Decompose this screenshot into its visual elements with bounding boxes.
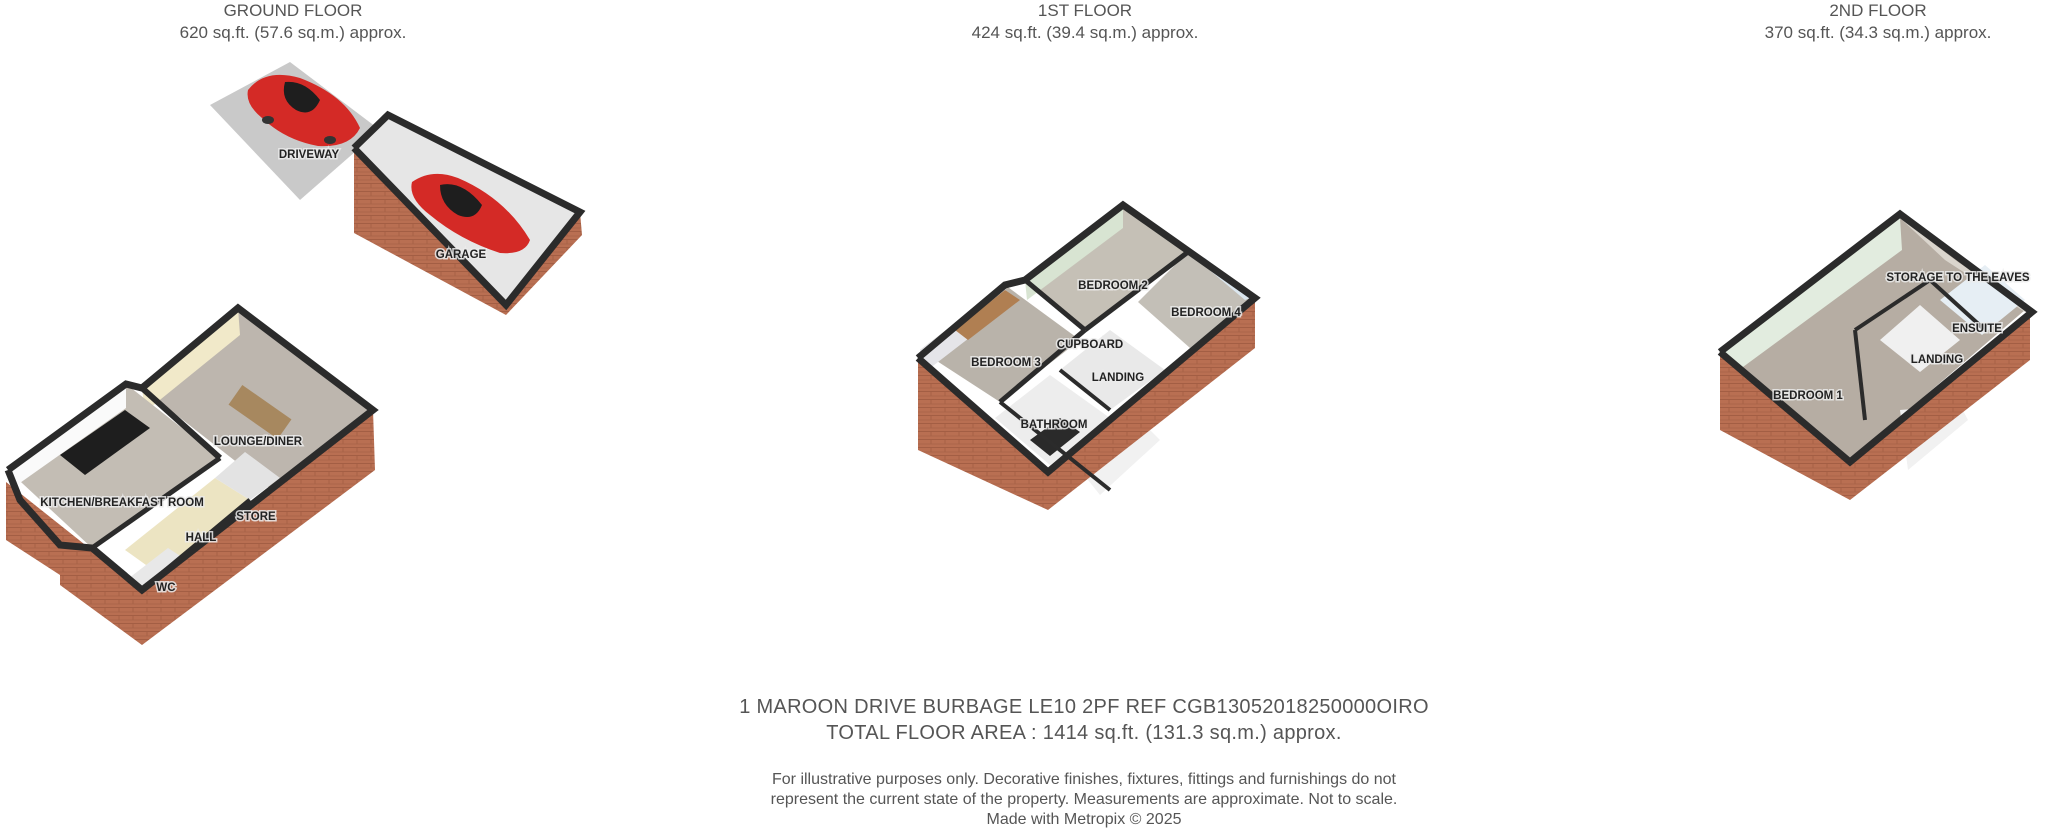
property-address: 1 MAROON DRIVE BURBAGE LE10 2PF REF CGB13052018250000OIRO (739, 696, 1429, 718)
total-floor-area: TOTAL FLOOR AREA : 1414 sq.ft. (131.3 sq.m.) approx. (826, 722, 1342, 744)
second-floor-title: 2ND FLOOR (1829, 1, 1927, 20)
label-landing-1f: LANDING (1091, 372, 1145, 384)
first-floor-plan (918, 205, 1255, 510)
disclaimer-line-3: Made with Metropix © 2025 (986, 811, 1182, 828)
label-bathroom: BATHROOM (1020, 419, 1088, 431)
ground-floor-title: GROUND FLOOR (223, 1, 363, 20)
second-floor-area: 370 sq.ft. (34.3 sq.m.) approx. (1764, 23, 1992, 42)
disclaimer-line-2: represent the current state of the property. Measurements are approximate. Not to scale. (770, 791, 1398, 808)
label-store: STORE (236, 511, 276, 523)
label-hall: HALL (185, 532, 217, 544)
ground-floor-plan (6, 62, 582, 645)
second-floor-plan (1720, 214, 2032, 500)
ground-floor-area: 620 sq.ft. (57.6 sq.m.) approx. (179, 23, 407, 42)
property-footer (624, 694, 1544, 746)
label-bedroom-1: BEDROOM 1 (1773, 390, 1843, 402)
label-garage: GARAGE (435, 249, 487, 261)
label-wc: WC (156, 582, 176, 594)
label-driveway: DRIVEWAY (278, 149, 340, 161)
label-kitchen: KITCHEN/BREAKFAST ROOM (40, 497, 204, 509)
label-cupboard: CUPBOARD (1056, 339, 1124, 351)
label-bedroom-3: BEDROOM 3 (971, 357, 1041, 369)
first-floor-area: 424 sq.ft. (39.4 sq.m.) approx. (971, 23, 1199, 42)
label-storage-eaves: STORAGE TO THE EAVES (1886, 272, 2030, 284)
disclaimer-line-1: For illustrative purposes only. Decorative finishes, fixtures, fittings and furnishings do not (772, 771, 1396, 788)
ground-floor-house (6, 308, 375, 645)
label-bedroom-4: BEDROOM 4 (1171, 307, 1241, 319)
label-ensuite: ENSUITE (1952, 323, 2002, 335)
label-bedroom-2: BEDROOM 2 (1078, 280, 1148, 292)
disclaimer (624, 770, 1544, 830)
first-floor-title: 1ST FLOOR (1037, 1, 1133, 20)
label-lounge-diner: LOUNGE/DINER (213, 436, 303, 448)
garage-block (354, 115, 582, 315)
label-landing-2f: LANDING (1910, 354, 1964, 366)
